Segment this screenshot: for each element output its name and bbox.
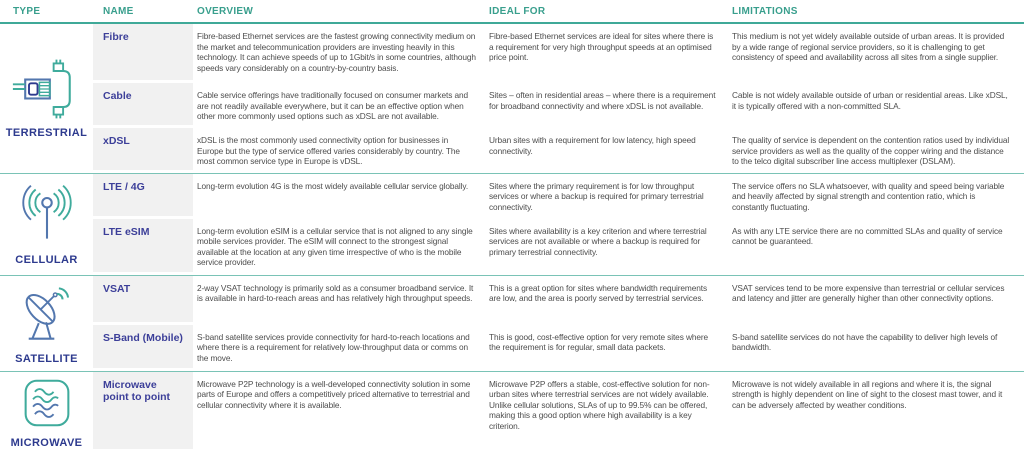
cellular-antenna-icon bbox=[13, 183, 81, 247]
type-cell-cellular bbox=[0, 174, 93, 275]
name-cell bbox=[93, 128, 193, 173]
type-label-cellular: CELLULAR bbox=[15, 253, 78, 266]
overview-cell: Fibre-based Ethernet services are the fastest growing connectivity medium on the market and telecommunication providers are investing heavily in this technology. It can achieve speeds of up to 1Gbit/s in some countries, although speeds vary considerably on a country-by-country basis. bbox=[197, 31, 476, 73]
service-name: xDSL bbox=[103, 135, 130, 147]
overview-cell: Long-term evolution eSIM is a cellular service that is not aligned to any single mobile services provider. The eSIM will connect to the strongest signal available at the location at any given time irrespective of who is the mobile service provider. bbox=[197, 225, 473, 268]
overview-cell: Long-term evolution 4G is the most widely available cellular service globally. bbox=[197, 180, 469, 191]
group-cellular bbox=[0, 173, 1024, 275]
table-row-fibre bbox=[93, 24, 1024, 83]
ideal-for-cell: Microwave P2P offers a stable, cost-effective solution for non-urban sites where terrestrial services are not widely available. Unlike cellular solutions, SLAs of up to 99.5% can be offered, making this a good option where high availability is a key criterion. bbox=[489, 378, 710, 431]
type-label-satellite: SATELLITE bbox=[15, 352, 78, 365]
overview-cell: xDSL is the most commonly used connectivity option for businesses in Europe but the type of service offered varies considerably by country. The most common service type in Europe is vDSL. bbox=[197, 135, 460, 167]
microwave-waves-icon bbox=[21, 376, 73, 430]
type-label-microwave: MICROWAVE bbox=[10, 436, 83, 449]
type-cell-terrestrial bbox=[0, 24, 93, 173]
column-header-type: TYPE bbox=[13, 6, 41, 17]
cellular-rows bbox=[93, 174, 1024, 275]
microwave-rows bbox=[93, 372, 1024, 449]
table-row-lte-4g bbox=[93, 174, 1024, 219]
name-cell bbox=[93, 325, 193, 371]
terrestrial-rows bbox=[93, 24, 1024, 173]
ideal-for-cell: Sites where availability is a key criterion and where terrestrial services are not available or where a backup is required for primary terrestrial connectivity. bbox=[489, 225, 707, 257]
service-name: Cable bbox=[103, 90, 132, 102]
name-cell bbox=[93, 24, 193, 83]
type-label-terrestrial: TERRESTRIAL bbox=[5, 126, 88, 139]
table-row-cable bbox=[93, 83, 1024, 128]
service-name: S-Band (Mobile) bbox=[103, 331, 183, 344]
ethernet-connector-icon bbox=[11, 58, 83, 120]
limitations-cell: As with any LTE service there are no committed SLAs and quality of service cannot be guaranteed. bbox=[732, 225, 1003, 247]
group-microwave bbox=[0, 371, 1024, 449]
service-name: Fibre bbox=[103, 31, 129, 43]
type-cell-microwave bbox=[0, 372, 93, 449]
ideal-for-cell: This is good, cost-effective option for very remote sites where the requirement is for regular, small data packets. bbox=[489, 331, 709, 353]
ideal-for-cell: Fibre-based Ethernet services are ideal for sites where there is a requirement for very high throughput speeds at an optimised price point. bbox=[489, 31, 714, 63]
column-header-overview: OVERVIEW bbox=[197, 6, 254, 17]
satellite-dish-icon bbox=[17, 282, 77, 346]
name-cell bbox=[93, 174, 193, 219]
table-row-microwave-p2p bbox=[93, 372, 1024, 449]
type-cell-satellite bbox=[0, 276, 93, 371]
limitations-cell: Microwave is not widely available in all regions and where it is, the signal strength is highly dependent on line of sight to the closest mast tower, and it can be adversely affected by weather conditions. bbox=[732, 378, 1003, 410]
column-header-limitations: LIMITATIONS bbox=[732, 6, 798, 17]
name-cell bbox=[93, 372, 193, 449]
limitations-cell: The service offers no SLA whatsoever, with quality and speed being variable and heavily affected by signal strength and contention ratio, which is constantly fluctuating. bbox=[732, 180, 1005, 212]
table-row-s-band bbox=[93, 325, 1024, 371]
limitations-cell: Cable is not widely available outside of urban or residential areas. Like xDSL, it is typically offered with a non-committed SLA. bbox=[732, 90, 1008, 111]
column-header-ideal-for: IDEAL FOR bbox=[489, 6, 546, 17]
ideal-for-cell: Sites where the primary requirement is for low throughput services or where a backup is required for primary terrestrial connectivity. bbox=[489, 180, 704, 212]
limitations-cell: VSAT services tend to be more expensive than terrestrial or cellular services and latency and jitter are generally higher than other connectivity options. bbox=[732, 282, 1005, 304]
ideal-for-cell: Sites – often in residential areas – where there is a requirement for broadband connectivity and where xDSL is not available. bbox=[489, 90, 716, 111]
limitations-cell: The quality of service is dependent on the contention ratios used by individual service providers as well as the quality of the copper wiring and the distance to the telco digital subscriber line access multiplexer (DSLAM). bbox=[732, 135, 1010, 167]
service-name: Microwave point to point bbox=[103, 378, 171, 403]
limitations-cell: This medium is not yet widely available outside of urban areas. It is provided by a wide range of regional service providers, so it is challenging to get consistency of speed and availability across all sites from a single supplier. bbox=[732, 31, 1005, 63]
overview-cell: Microwave P2P technology is a well-developed connectivity solution in some parts of Europe and offers a competitively priced alternative to terrestrial and cellular connectivity where it is available. bbox=[197, 378, 471, 410]
overview-cell: S-band satellite services provide connectivity for hard-to-reach locations and where there is a requirement for relatively low-throughput data or comms on the move. bbox=[197, 331, 470, 363]
name-cell bbox=[93, 276, 193, 325]
service-name: LTE / 4G bbox=[103, 180, 145, 193]
table-row-vsat bbox=[93, 276, 1024, 325]
ideal-for-cell: Urban sites with a requirement for low latency, high speed connectivity. bbox=[489, 135, 696, 156]
overview-cell: 2-way VSAT technology is primarily sold as a consumer broadband service. It is available in hard-to-reach areas and has relatively high throughput speeds. bbox=[197, 282, 474, 304]
service-name: LTE eSIM bbox=[103, 225, 150, 238]
satellite-rows bbox=[93, 276, 1024, 371]
table-row-xdsl bbox=[93, 128, 1024, 173]
service-name: VSAT bbox=[103, 282, 131, 295]
name-cell bbox=[93, 83, 193, 128]
group-satellite bbox=[0, 275, 1024, 371]
limitations-cell: S-band satellite services do not have the capability to deliver high levels of bandwidth. bbox=[732, 331, 998, 353]
group-terrestrial bbox=[0, 24, 1024, 173]
name-cell bbox=[93, 219, 193, 275]
table-row-lte-esim bbox=[93, 219, 1024, 275]
column-header-name: NAME bbox=[103, 6, 134, 17]
ideal-for-cell: This is a great option for sites where bandwidth requirements are low, and the area is poorly served by terrestrial services. bbox=[489, 282, 708, 304]
overview-cell: Cable service offerings have traditionally focused on consumer markets and are not readily available everywhere, but it can be an effective option when other more commonly used options such as xDSL are not available. bbox=[197, 90, 469, 122]
table-header-row bbox=[0, 0, 1024, 24]
